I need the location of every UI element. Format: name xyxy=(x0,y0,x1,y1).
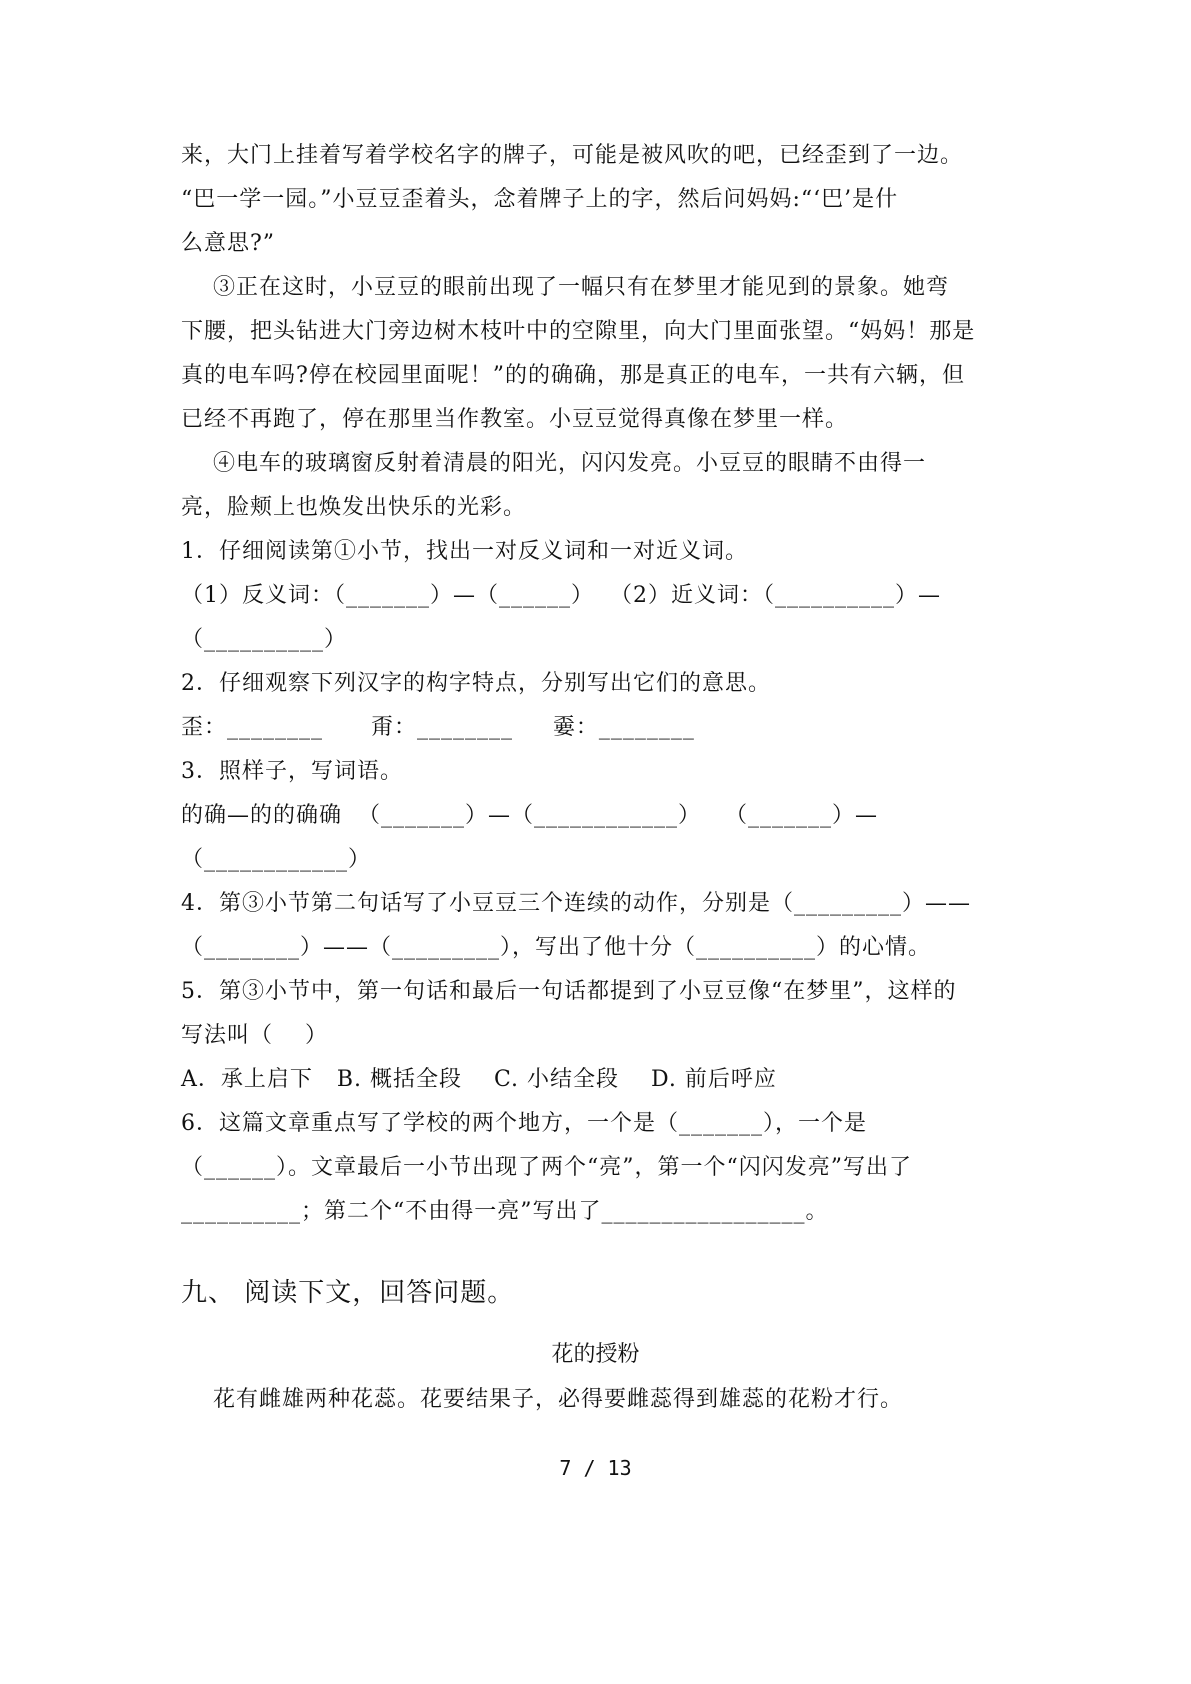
section-heading: 九、 阅读下文，回答问题。 xyxy=(181,1278,515,1308)
question-6-line: （______）。文章最后一小节出现了两个“亮”，第一个“闪闪发亮”写出了 xyxy=(181,1155,912,1180)
passage-line: 真的电车吗?停在校园里面呢！”的的确确，那是真正的电车，一共有六辆，但 xyxy=(181,363,966,388)
article-line: 花有雌雄两种花蕊。花要结果子，必得要雌蕊得到雄蕊的花粉才行。 xyxy=(181,1387,903,1412)
question-3-answer-line: 的确—的的确确 （_______）—（____________） （_______）— xyxy=(181,803,878,828)
passage-paragraph-4-line: ④电车的玻璃窗反射着清晨的阳光，闪闪发亮。小豆豆的眼睛不由得一 xyxy=(181,451,926,476)
passage-line: 么意思?” xyxy=(181,231,276,256)
question-2-answer-line: 歪：________ 甭：________ 嫑：________ xyxy=(181,715,695,740)
article-title: 花的授粉 xyxy=(551,1342,640,1367)
question-4: 4．第③小节第二句话写了小豆豆三个连续的动作，分别是（_________）—— xyxy=(181,891,971,916)
question-3-answer-line: （____________） xyxy=(181,847,372,872)
question-3: 3．照样子，写词语。 xyxy=(181,759,403,784)
passage-line: 亮，脸颊上也焕发出快乐的光彩。 xyxy=(181,495,527,520)
passage-line: 已经不再跑了，停在那里当作教室。小豆豆觉得真像在梦里一样。 xyxy=(181,407,849,432)
passage-line: 下腰，把头钻进大门旁边树木枝叶中的空隙里，向大门里面张望。“妈妈！那是 xyxy=(181,319,976,344)
question-6-line: __________；第二个“不由得一亮”写出了_________________。 xyxy=(181,1199,829,1224)
question-1-answer-line: （__________） xyxy=(181,627,348,652)
question-2: 2．仔细观察下列汉字的构字特点，分别写出它们的意思。 xyxy=(181,671,771,696)
question-1-answer-line: （1）反义词：（_______）—（______） （2）近义词：（__________）— xyxy=(181,583,941,608)
passage-paragraph-3-line: ③正在这时，小豆豆的眼前出现了一幅只有在梦里才能见到的景象。她弯 xyxy=(181,275,949,300)
question-5-options: A．承上启下 B. 概括全段 C. 小结全段 D. 前后呼应 xyxy=(181,1067,777,1092)
question-6: 6．这篇文章重点写了学校的两个地方，一个是（_______），一个是 xyxy=(181,1111,867,1136)
passage-line: 来，大门上挂着写着学校名字的牌子，可能是被风吹的吧，已经歪到了一边。 xyxy=(181,143,964,168)
question-4-answer-line: （________）——（_________），写出了他十分（__________）的心情。 xyxy=(181,935,932,960)
page-number: 7 / 13 xyxy=(559,1456,632,1480)
question-1: 1．仔细阅读第①小节，找出一对反义词和一对近义词。 xyxy=(181,539,748,564)
question-5-line: 写法叫（ ） xyxy=(181,1023,328,1048)
passage-line: “巴一学一园。”小豆豆歪着头，念着牌子上的字，然后问妈妈:“‘巴’是什 xyxy=(181,187,899,212)
question-5: 5．第③小节中，第一句话和最后一句话都提到了小豆豆像“在梦里”，这样的 xyxy=(181,979,957,1004)
